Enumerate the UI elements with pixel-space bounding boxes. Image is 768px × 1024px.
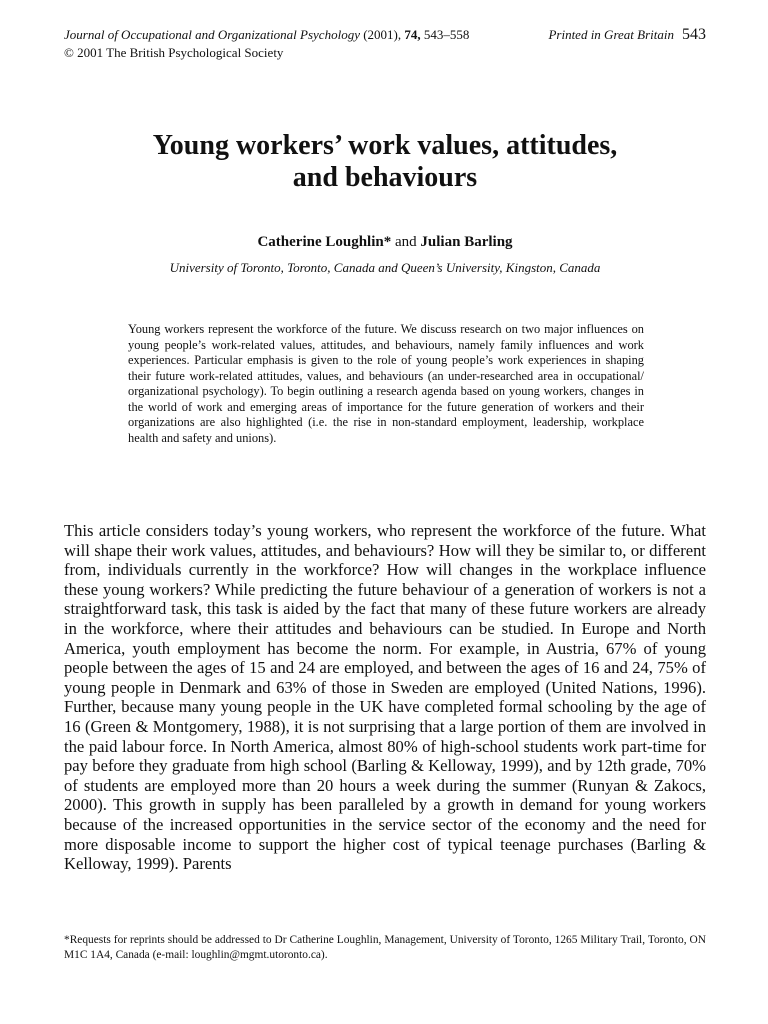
article-title	[64, 130, 706, 194]
footnote: *Requests for reprints should be addressed to Dr Catherine Loughlin, Management, University of Toronto, 1265 Military Trail, Toronto, ON M1C 1A4, Canada (e-mail: loughlin@mgmt.utoronto.ca).	[64, 934, 706, 961]
abstract: Young workers represent the workforce of the future. We discuss research on two major influences on young people’s work-related values, attitudes, and behaviours, namely family influences and work experiences. Particular emphasis is given to the role of young people’s work experiences in shaping their future work-related attitudes, values, and behaviours (an under-researched area in occupational/ organizational psychology). To begin outlining a research agenda based on young workers, changes in the world of work and emerging areas of importance for the future generation of workers and their organizations are also highlighted (i.e. the rise in non-standard employment, leadership, workplace health and safety and unions).	[128, 322, 644, 445]
printed-note: Printed in Great Britain	[548, 27, 674, 42]
author-conjunction: and	[395, 234, 417, 250]
author-2: Julian Barling	[420, 234, 513, 250]
title-line-2: and behaviours	[292, 162, 478, 193]
author-line	[64, 232, 706, 252]
journal-year: (2001),	[363, 27, 402, 42]
header-right	[548, 26, 706, 44]
title-line-1: Young workers’ work values, attitudes,	[152, 130, 618, 161]
journal-pages: 543–558	[423, 27, 470, 42]
body-paragraph: This article considers today’s young workers, who represent the workforce of the future. What will shape their work values, attitudes, and behaviours? How will they be similar to, or different from, individuals currently in the workforce? How will changes in the workplace influence these young workers? While predicting the future behaviour of a generation of workers is not a straightforward task, this task is aided by the fact that many of these future workers are already in the workforce, where their attitudes and behaviours can be studied. In Europe and North America, youth employment has become the norm. For example, in Austria, 67% of young people between the ages of 15 and 24 are employed, and between the ages of 16 and 24, 75% of young people in Denmark and 63% of those in Sweden are employed (United Nations, 1996). Further, because many young people in the UK have completed formal schooling by the age of 16 (Green & Montgomery, 1988), it is not surprising that a large portion of them are involved in the paid labour force. In North America, almost 80% of high-school students work part-time for pay before they graduate from high school (Barling & Kelloway, 1999), and by 12th grade, 70% of students are employed more than 20 hours a week during the summer (Runyan & Zakocs, 2000). This growth in supply has been paralleled by a growth in demand for young workers because of the increased opportunities in the service sector of the economy and the need for more disposable income to support the higher cost of typical teenage purchases (Barling & Kelloway, 1999). Parents	[64, 521, 706, 874]
citation	[64, 26, 469, 44]
copyright-line: © 2001 The British Psychological Society	[64, 45, 284, 60]
affiliation: University of Toronto, Toronto, Canada and Queen’s University, Kingston, Canada	[169, 260, 601, 275]
running-header	[64, 26, 706, 62]
author-1: Catherine Loughlin*	[257, 234, 392, 250]
journal-volume: 74,	[404, 27, 421, 42]
page-number: 543	[682, 26, 706, 43]
journal-name: Journal of Occupational and Organizational Psychology	[64, 27, 360, 42]
citation-line	[64, 26, 706, 44]
